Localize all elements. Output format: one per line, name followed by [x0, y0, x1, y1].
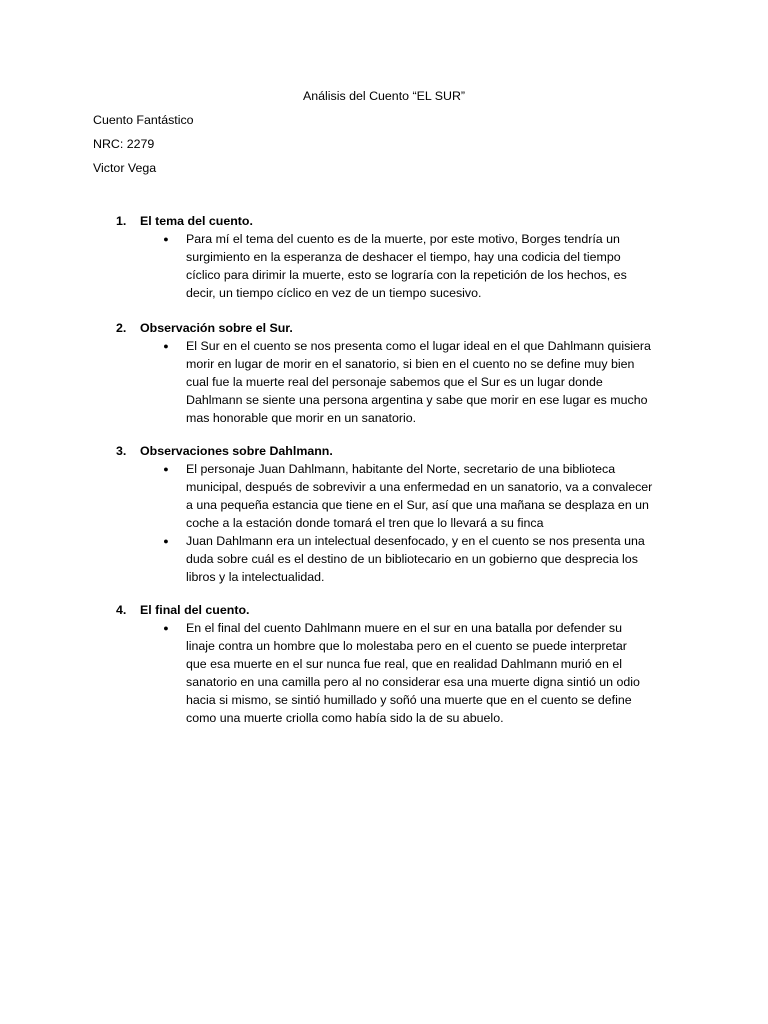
- bullet-text: El personaje Juan Dahlmann, habitante del Norte, secretario de una biblioteca municipal, después de sobrevivir a una enfermedad en un sanatorio, va a convalecer a una pequeña estancia que tiene en el Sur, así que una mañana se desplaza en un coche a la estación donde tomará el tren que lo llevará a su finca: [186, 462, 653, 530]
- section-title: Observaciones sobre Dahlmann.: [140, 444, 333, 458]
- section-number: 1.: [116, 214, 127, 228]
- section-title: El final del cuento.: [140, 603, 250, 617]
- list-item: [93, 619, 675, 727]
- section-number: 2.: [116, 321, 127, 335]
- bullet-list: [93, 230, 693, 302]
- list-item: [93, 337, 675, 427]
- section-title: El tema del cuento.: [140, 214, 253, 228]
- bullet-list: [93, 337, 693, 427]
- bullet-list: [93, 619, 693, 727]
- section-heading: [93, 601, 693, 619]
- nrc-line: NRC: 2279: [93, 137, 155, 151]
- bullet-text: El Sur en el cuento se nos presenta como el lugar ideal en el que Dahlmann quisiera morir en lugar de morir en el sanatorio, si bien en el cuento no se define muy bien cual fue la muerte real del personaje sabemos que el Sur es un lugar donde Dahlmann se siente una persona argentina y sabe que morir en ese lugar es mucho mas honorable que morir en un sanatorio.: [186, 339, 651, 425]
- section-3: [93, 442, 693, 586]
- section-heading: [93, 319, 693, 337]
- section-1: [93, 212, 693, 302]
- bullet-icon: ●: [163, 536, 169, 546]
- bullet-list: [93, 460, 693, 586]
- section-2: [93, 319, 693, 427]
- bullet-icon: ●: [163, 464, 169, 474]
- author-line: Victor Vega: [93, 161, 157, 175]
- section-number: 3.: [116, 444, 127, 458]
- list-item: [93, 460, 675, 532]
- section-heading: [93, 212, 693, 230]
- bullet-text: Para mí el tema del cuento es de la muerte, por este motivo, Borges tendría un surgimiento en la esperanza de deshacer el tiempo, hay una codicia del tiempo cíclico para dirimir la muerte, esto se lograría con la repetición de los hechos, es decir, un tiempo cíclico en vez de un tiempo sucesivo.: [186, 232, 627, 300]
- section-4: [93, 601, 693, 727]
- bullet-icon: ●: [163, 234, 169, 244]
- bullet-icon: ●: [163, 623, 169, 633]
- section-heading: [93, 442, 693, 460]
- bullet-text: En el final del cuento Dahlmann muere en el sur en una batalla por defender su linaje contra un hombre que lo molestaba pero en el cuento se puede interpretar que esa muerte en el sur nunca fue real, que en realidad Dahlmann murió en el sanatorio en una camilla pero al no considerar esa una muerte digna sintió un odio hacia si mismo, se sintió humillado y soñó una muerte que en el cuento se define como una muerte criolla como había sido la de su abuelo.: [186, 621, 640, 725]
- bullet-text: Juan Dahlmann era un intelectual desenfocado, y en el cuento se nos presenta una duda sobre cuál es el destino de un bibliotecario en un gobierno que desprecia los libros y la intelectualidad.: [186, 534, 645, 584]
- list-item: [93, 230, 675, 302]
- bullet-icon: ●: [163, 341, 169, 351]
- section-number: 4.: [116, 603, 127, 617]
- document-title: Análisis del Cuento “EL SUR”: [302, 89, 466, 103]
- section-title: Observación sobre el Sur.: [140, 321, 293, 335]
- list-item: [93, 532, 675, 586]
- genre-line: Cuento Fantástico: [93, 113, 194, 127]
